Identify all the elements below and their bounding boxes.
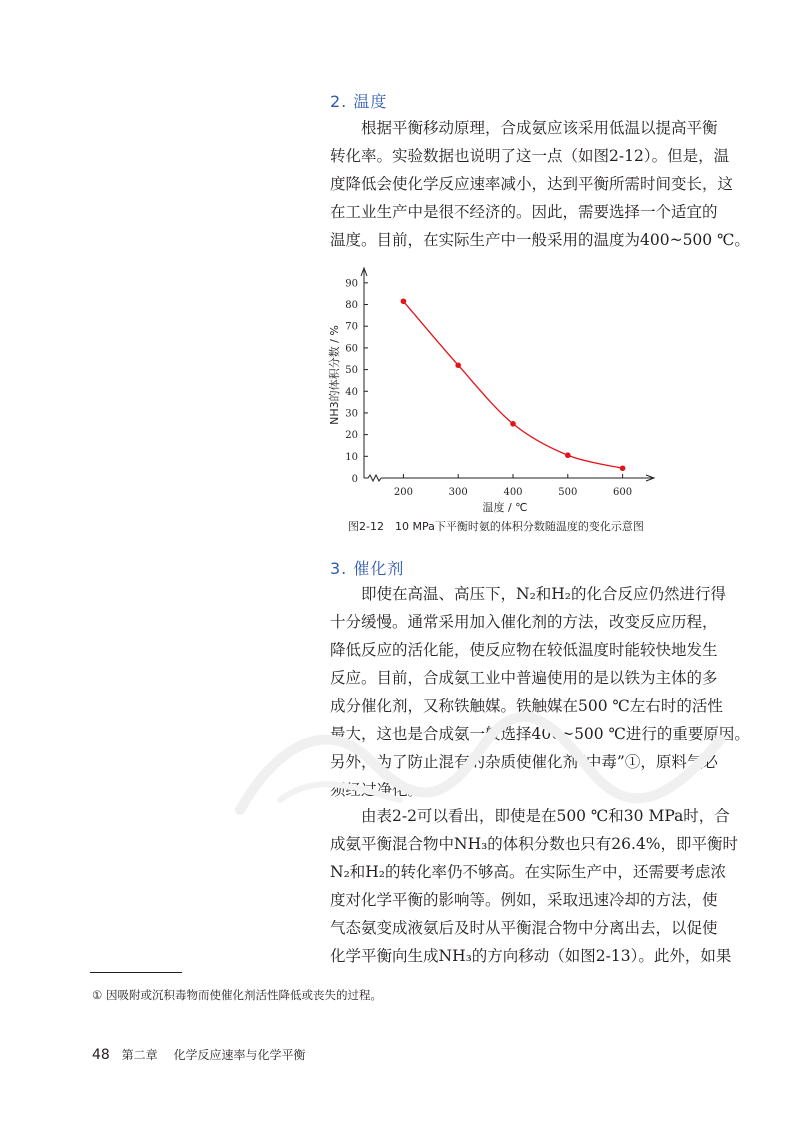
x-tick-label: 500 — [558, 487, 578, 498]
footnote-rule — [90, 972, 182, 973]
x-axis-label: 温度 / ℃ — [482, 501, 528, 514]
x-axis-break — [364, 475, 381, 481]
text-line: 成分催化剂，又称铁触媒。铁触媒在500 ℃左右时的活性 — [330, 697, 723, 715]
y-tick-label: 60 — [345, 343, 358, 355]
y-axis-label: NH3的体积分数 / % — [328, 325, 341, 425]
data-point — [565, 452, 571, 458]
data-point — [510, 421, 516, 427]
text-line: 降低反应的活化能，使反应物在较低温度时能较快地发生 — [330, 641, 718, 659]
text-line: 化学平衡向生成NH₃的方向移动（如图2-13）。此外，如果 — [330, 947, 732, 965]
y-tick-label: 80 — [345, 300, 358, 312]
watermark-logo — [220, 700, 750, 830]
text-line: 温度。目前，在实际生产中一般采用的温度为400~500 ℃。 — [330, 231, 750, 249]
text-line: N₂和H₂的转化率仍不够高。在实际生产中，还需要考虑浓 — [330, 863, 727, 881]
footnote: ① 因吸附或沉积毒物而使催化剂活性降低或丧失的过程。 — [92, 988, 382, 1002]
text-line: 气态氨变成液氨后及时从平衡混合物中分离出去，以促使 — [330, 919, 718, 937]
data-point — [455, 362, 461, 368]
text-line: 须经过净化。 — [330, 781, 424, 799]
text-line: 在工业生产中是很不经济的。因此，需要选择一个适宜的 — [330, 203, 718, 221]
figure-caption: 图2-12 10 MPa下平衡时氨的体积分数随温度的变化示意图 — [348, 520, 644, 533]
text-line: 成氨平衡混合物中NH₃的体积分数也只有26.4%，即平衡时 — [330, 835, 739, 853]
x-tick-label: 600 — [613, 487, 633, 498]
page-number: 48 — [92, 1047, 110, 1063]
text-line: 十分缓慢。通常采用加入催化剂的方法，改变反应历程， — [330, 613, 718, 631]
chapter-label: 第二章 — [121, 1048, 158, 1062]
text-line: 度对化学平衡的影响等。例如，采取迅速冷却的方法，使 — [330, 891, 718, 909]
y-tick-label: 50 — [345, 365, 358, 377]
section-heading-temperature: 2. 温度 — [330, 92, 388, 111]
data-point — [401, 298, 407, 304]
chapter-title: 化学反应速率与化学平衡 — [173, 1048, 306, 1062]
text-line: 另外，为了防止混有的杂质使催化剂“中毒”①，原料气必 — [330, 753, 718, 771]
x-tick-label: 200 — [393, 487, 413, 498]
text-line: 转化率。实验数据也说明了这一点（如图2-12）。但是，温 — [330, 147, 730, 165]
y-tick-label: 70 — [345, 321, 358, 333]
y-tick-label: 10 — [345, 451, 358, 463]
paragraph-temperature — [330, 114, 750, 254]
text-line: 由表2-2可以看出，即使是在500 ℃和30 MPa时，合 — [361, 807, 730, 825]
text-line: 根据平衡移动原理，合成氨应该采用低温以提高平衡 — [361, 119, 718, 137]
y-tick-label: 20 — [345, 430, 358, 442]
text-line: 即使在高温、高压下，N₂和H₂的化合反应仍然进行得 — [361, 585, 727, 603]
series-line — [403, 301, 622, 468]
origin-label: 0 — [351, 474, 358, 485]
text-line: 反应。目前，合成氨工业中普遍使用的是以铁为主体的多 — [330, 669, 718, 687]
x-tick-label: 400 — [503, 487, 523, 498]
page-footer — [92, 1046, 306, 1063]
x-tick-label: 300 — [448, 487, 468, 498]
text-line: 度降低会使化学反应速率减小，达到平衡所需时间变长，这 — [330, 175, 734, 193]
y-tick-label: 90 — [345, 278, 358, 290]
text-line: 最大，这也是合成氨一般选择400~500 ℃进行的重要原因。 — [330, 725, 750, 743]
nh3-temperature-chart — [328, 264, 658, 514]
y-tick-label: 30 — [345, 408, 358, 420]
section-heading-catalyst: 3. 催化剂 — [330, 559, 405, 578]
y-tick-label: 40 — [345, 386, 358, 398]
data-point — [620, 465, 626, 471]
